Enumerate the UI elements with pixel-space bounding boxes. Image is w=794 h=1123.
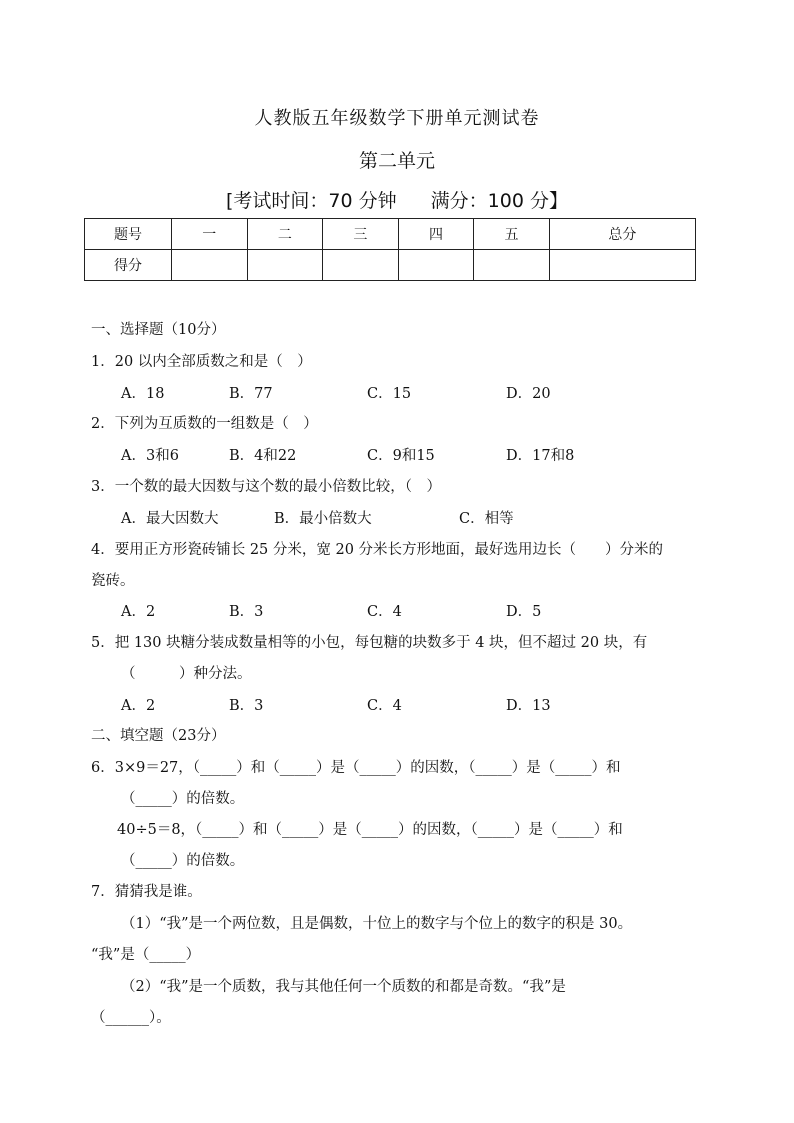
option: C．9和15 <box>367 448 435 464</box>
option: A．2 <box>121 604 156 620</box>
option: A．最大因数大 <box>121 511 219 527</box>
option: C．相等 <box>459 511 514 527</box>
question-stem: 4．要用正方形瓷砖铺长 25 分米，宽 20 分米长方形地面，最好选用边长（ ）分米的 <box>91 542 664 558</box>
table-cell: 题号 <box>85 219 172 250</box>
unit-title: 第二单元 <box>358 150 435 172</box>
option: D．13 <box>506 698 551 714</box>
table-cell: 二 <box>247 219 323 250</box>
question-stem: 40÷5＝8，（_____）和（_____）是（_____）的因数，（_____）是（_____）和 <box>117 822 623 838</box>
score-cell[interactable] <box>323 250 399 281</box>
table-cell: 四 <box>398 219 474 250</box>
question-stem: 1．20 以内全部质数之和是（ ） <box>91 354 312 370</box>
score-cell[interactable] <box>398 250 474 281</box>
option: D．17和8 <box>506 448 575 464</box>
question-stem-continued: 瓷砖。 <box>91 573 135 589</box>
option: A．3和6 <box>121 448 179 464</box>
option: B．3 <box>229 604 264 620</box>
question-stem-continued: （_____）的倍数。 <box>121 791 245 807</box>
option: C．4 <box>367 698 402 714</box>
exam-time: [考试时间：70 分钟 <box>226 190 397 212</box>
section-title: 二、填空题（23分） <box>91 728 226 744</box>
sub-question-continued: （______）。 <box>91 1010 171 1026</box>
table-cell: 得分 <box>85 250 172 281</box>
score-cell[interactable] <box>247 250 323 281</box>
full-score: 满分：100 分】 <box>430 190 568 212</box>
question-stem: 3．一个数的最大因数与这个数的最小倍数比较，（ ） <box>91 479 441 495</box>
option: A．2 <box>121 698 156 714</box>
option: A．18 <box>121 386 165 402</box>
option: C．15 <box>367 386 412 402</box>
exam-info <box>0 186 794 213</box>
table-cell: 三 <box>323 219 399 250</box>
score-table-score-row <box>85 250 696 281</box>
option: D．5 <box>506 604 542 620</box>
question-stem-continued: （ ）种分法。 <box>121 666 252 682</box>
question-stem: 5．把 130 块糖分装成数量相等的小包，每包糖的块数多于 4 块，但不超过 20 块，有 <box>91 635 648 651</box>
score-cell[interactable] <box>549 250 695 281</box>
section-title: 一、选择题（10分） <box>91 322 226 338</box>
sub-question-continued: “我”是（_____） <box>91 947 201 963</box>
option: B．最小倍数大 <box>274 511 372 527</box>
question-stem: 6．3×9＝27，（_____）和（_____）是（_____）的因数，（_____）是（_____）和 <box>91 760 621 776</box>
score-table <box>84 218 696 281</box>
score-cell[interactable] <box>474 250 550 281</box>
option: D．20 <box>506 386 551 402</box>
sub-question: （2）“我”是一个质数，我与其他任何一个质数的和都是奇数。“我”是 <box>121 979 566 995</box>
sub-question: （1）“我”是一个两位数，且是偶数，十位上的数字与个位上的数字的积是 30。 <box>121 916 633 932</box>
option: B．3 <box>229 698 264 714</box>
document-title: 人教版五年级数学下册单元测试卷 <box>254 108 540 129</box>
table-cell: 一 <box>172 219 248 250</box>
option: B．77 <box>229 386 273 402</box>
table-cell: 总分 <box>549 219 695 250</box>
score-table-header-row <box>85 219 696 250</box>
score-cell[interactable] <box>172 250 248 281</box>
question-stem: 2．下列为互质数的一组数是（ ） <box>91 416 318 432</box>
option: B．4和22 <box>229 448 297 464</box>
question-stem-continued: （_____）的倍数。 <box>121 853 245 869</box>
question-stem: 7．猜猜我是谁。 <box>91 884 202 900</box>
table-cell: 五 <box>474 219 550 250</box>
option: C．4 <box>367 604 402 620</box>
